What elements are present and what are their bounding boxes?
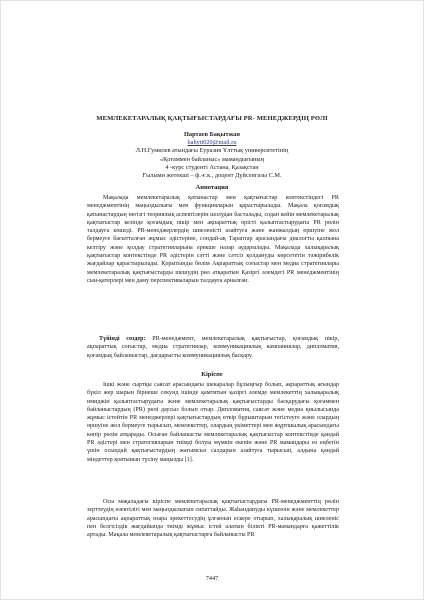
author-name: Нартаев Бақытжан xyxy=(184,131,240,138)
abstract-heading: Аннотация xyxy=(195,184,229,191)
page-number: 7447 xyxy=(205,575,219,582)
author-department: «Қоғаммен байланыс» мамандығының xyxy=(159,155,265,163)
author-supervisor: Ғылыми жетекші – ф.-ғ.к., доцент Дүйсенгазы С.М. xyxy=(142,172,282,180)
keywords-paragraph xyxy=(87,335,339,360)
author-email-link[interactable]: bahytt020@mail.ru xyxy=(187,139,237,147)
keywords-text: PR-менеджмент, мемлекетаралық қақтығыстар, қоғамдық пікір, ақпараттық соғыстар, медиа стратегиялар, коммуникациялық кампаниялар, дипломатия, қоғамдық байланыстар, дағдарысты коммуникациялық басқару. xyxy=(87,336,340,359)
intro-heading: Кіріспе xyxy=(201,371,223,378)
author-block xyxy=(41,131,383,180)
abstract-text: Мақалада мемлекетаралық қатынастар мен қақтығыстар контекстіндегі PR менеджментінің маңыздылығы мен функцияларын қарастырылады. Мақала қоғамдық қатынастардың негізгі теориялық аспектілерін шолудан басталады, содан кейін мемлекетаралық қақтығыстар кезінде қоғамдық пікір мен ақпараттық өрісті қалыптастырудағы PR рөлін талдауға көшеді. PR-менеджерлердің шиеленісті азайтуға және жанжалдың өршуіне жол бермеуге бағытталған жұмыс әдістеріне, сондай-ақ Тараптар арасындағы диалогты қалпына келтіру және қолдау стратегияларына ерекше назар аударылады. Мақалада халықаралық қақтығыстар контекстінде PR әдістерін сәтті және сәтсіз қолдануды көрсететін тәжірибелік жағдайлар қарастырылады. Қорытынды бөлім Ақпараттық соғыстар мен медиа стратегиялары мемлекетаралық қақтығыстарды шешудің рөл атқаратын Қазіргі әлемдегі PR менеджментінің сын-қатерлері мен даму перспективаларын талдауға арналған. xyxy=(87,195,339,284)
keywords-label: Түйінді сөздер: xyxy=(99,336,146,342)
intro-paragraph-1: Ішкі және сыртқы саясат арасындағы шекаралар бұлыңғыр болып, ақпараттық ағындар бүкіл жер шарын бірнеше секунд ішінде қамтитын қазіргі әлемде мемлекеттің халықаралық имиджін қалыптастырудағы және мемлекетаралық қақтығыстарды басқарудағы қоғаммен байланыстардың (PR) рөлі даусыз болып отыр. Дипломатия, саясат және медиа қиылысында жұмыс істейтін PR менеджерлері қақтығыстардың өткір бұрыштарын тегістеуге және олардың өршуіне жол бермеуге тырысып, мемлекеттер, олардың үкіметтері мен жұртшылық арасындағы көпір рөлін атқарады. Осыған байланысты мемлекетаралық қақтығыстар контекстінде қандай PR әдістері мен стратегияларын тиімді болуы мүмкін екенін және PR мамандары өз еңбегін үшін осындай қақтығыстардың жағымсыз салдарын азайтуға тырысып, алдына қандай міндеттер қоятынын түсіну маңызды [1]. xyxy=(87,382,339,463)
author-course: 4 -курс студенті Астана, Қазақстан xyxy=(165,163,259,171)
intro-paragraph-2: Осы мақаладағы кіріспе мемлекетаралық қақтығыстардағы PR-менеджменттің рөлін зерттеудің өзектілігі мен маңыздылығын сипаттайды. Жаһандануды күшеюін және мемлекеттер арасындағы ақпараттық өзара әрекеттесудің ұлғаюын ескере отырып, халықаралық шиеленіс пен белгісіздік жағдайында тиімді жұмыс істей алатын білікті PR-мамандарға қажеттілік артады. Мақала мемлекетаралық қақтығыстарға байланысты PR xyxy=(87,499,339,539)
paper-title: МЕМЛЕКЕТАРАЛЫҚ ҚАҚТЫҒЫСТАРДАҒЫ PR- МЕНЕДЖЕРДІҢ РӨЛІ xyxy=(96,115,328,122)
author-university: Л.Н.Гумилев атындағы Еуразия Ұлттық университетінің xyxy=(135,147,289,155)
